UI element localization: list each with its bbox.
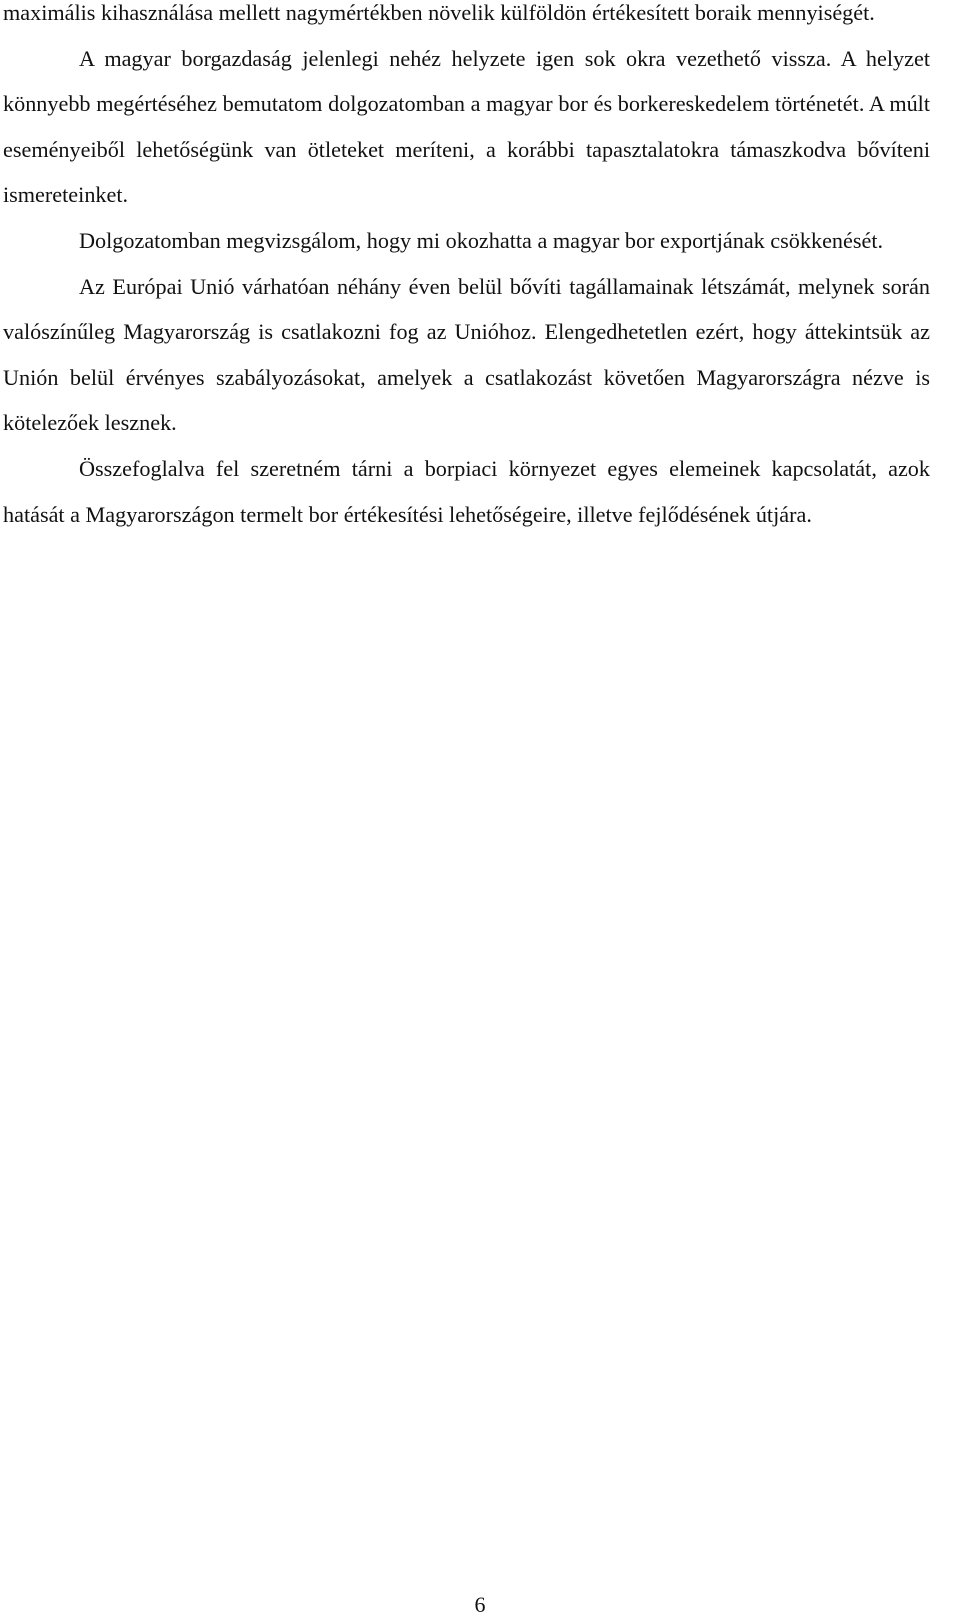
paragraph: Az Európai Unió várhatóan néhány éven belül bővíti tagállamainak létszámát, melynek során valószínűleg Magyarország is csatlakozni fog az Unióhoz. Elengedhetetlen ezért, hogy áttekintsük az Unión belül érvényes szabályozásokat, amelyek a csatlakozást követően Magyarországra nézve is kötelezőek lesznek.: [3, 273, 930, 436]
paragraph: Dolgozatomban megvizsgálom, hogy mi okozhatta a magyar bor exportjának csökkenését.: [79, 227, 884, 253]
paragraph: maximális kihasználása mellett nagymértékben növelik külföldön értékesített boraik mennyiségét.: [3, 0, 875, 25]
document-page: [3, 0, 930, 537]
page-number: 6: [474, 1592, 486, 1617]
paragraph: A magyar borgazdaság jelenlegi nehéz helyzete igen sok okra vezethető vissza. A helyzet könnyebb megértéséhez bemutatom dolgozatomban a magyar bor és borkereskedelem történetét. A múlt eseményeiből lehetőségünk van ötleteket meríteni, a korábbi tapasztalatokra támaszkodva bővíteni ismereteinket.: [3, 45, 930, 208]
paragraph: Összefoglalva fel szeretném tárni a borpiaci környezet egyes elemeinek kapcsolatát, azok hatását a Magyarországon termelt bor értékesítési lehetőségeire, illetve fejlődésének útjára.: [3, 455, 930, 527]
